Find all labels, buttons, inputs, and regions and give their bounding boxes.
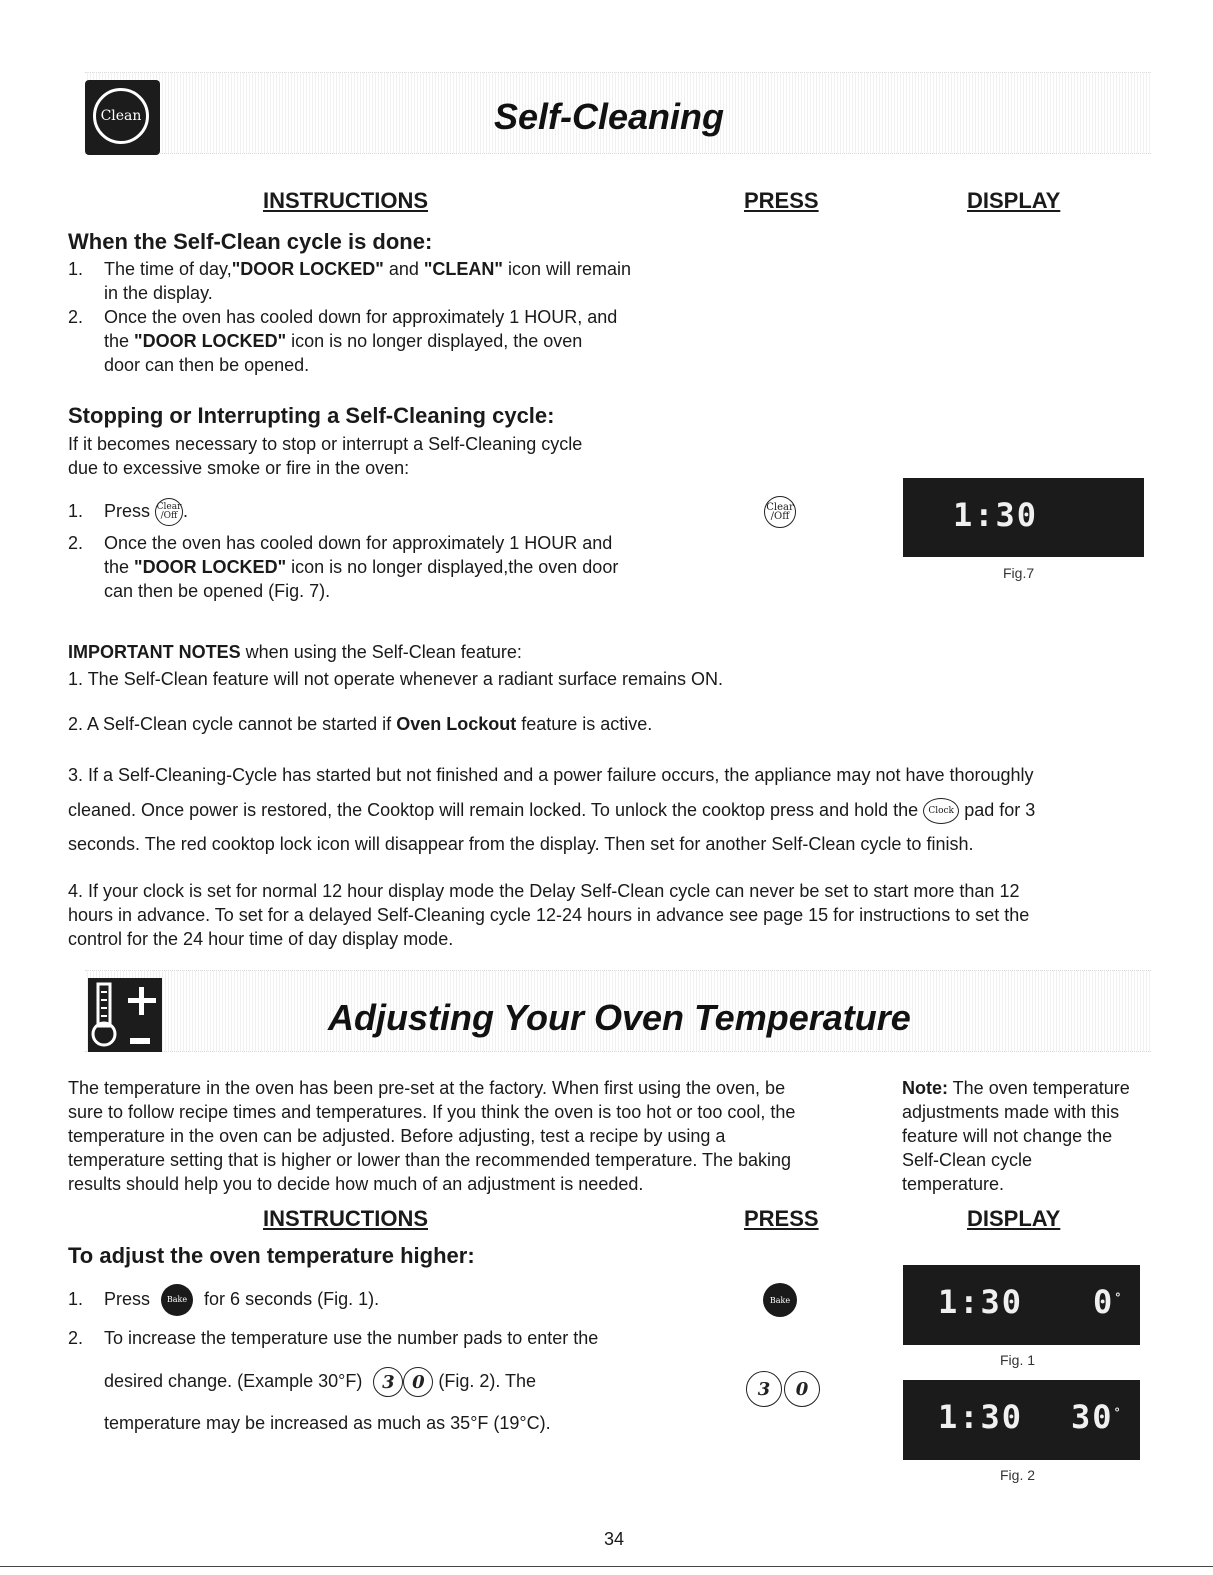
stop-step-2-cont2: can then be opened (Fig. 7). <box>104 581 331 601</box>
stop-step-2-cont: the "DOOR LOCKED" icon is no longer displayed,the oven door <box>104 557 619 577</box>
note-3-line3: seconds. The red cooktop lock icon will disappear from the display. Then set for another Self-Clean cycle to finish. <box>68 834 974 854</box>
clear-off-icon: Clear /Off <box>155 498 183 526</box>
done-step-2-cont2: door can then be opened. <box>104 355 310 375</box>
thermometer-plus-minus-icon <box>88 978 162 1052</box>
instructions-header-2: INSTRUCTIONS <box>263 1206 428 1231</box>
intro-line-1: The temperature in the oven has been pre-set at the factory. When first using the oven, be <box>68 1078 786 1098</box>
note-line-1: Note: The oven temperature <box>902 1078 1130 1098</box>
press-header-2: PRESS <box>744 1206 819 1231</box>
adjust-step-2-cont2: temperature may be increased as much as 35°F (19°C). <box>104 1413 551 1433</box>
clear-off-key[interactable]: Clear /Off <box>764 496 796 528</box>
key-3-icon: 3 <box>373 1367 403 1397</box>
fig2-time: 1:30 <box>938 1398 1024 1436</box>
done-heading: When the Self-Clean cycle is done: <box>68 229 433 254</box>
intro-line-4: temperature setting that is higher or lower than the recommended temperature. The baking <box>68 1150 792 1170</box>
self-cleaning-title: Self-Cleaning <box>494 96 725 137</box>
note-1: 1. The Self-Clean feature will not operate whenever a radiant surface remains ON. <box>68 669 724 689</box>
fig2-display <box>903 1380 1140 1460</box>
key-0-icon: 0 <box>403 1367 433 1397</box>
note-2: 2. A Self-Clean cycle cannot be started if Oven Lockout feature is active. <box>68 714 653 734</box>
adjust-step-1: 1. Press Bake for 6 seconds (Fig. 1). <box>68 1284 379 1316</box>
clean-icon-label: Clean <box>100 108 142 124</box>
fig1-display <box>903 1265 1140 1345</box>
done-step-2: 2. Once the oven has cooled down for approximately 1 HOUR, and <box>68 307 618 327</box>
note-line-2: adjustments made with this <box>902 1102 1120 1122</box>
page-number: 34 <box>604 1529 625 1549</box>
oven-temp-title: Adjusting Your Oven Temperature <box>328 997 911 1038</box>
bake-icon: Bake <box>161 1284 193 1316</box>
fig2-caption: Fig. 2 <box>1000 1467 1036 1483</box>
fig7-time: 1:30 <box>953 496 1039 534</box>
stop-step-2: 2. Once the oven has cooled down for approximately 1 HOUR and <box>68 533 613 553</box>
key-0-button[interactable]: 0 <box>784 1371 820 1407</box>
fig7-display <box>903 478 1144 557</box>
note-line-4: Self-Clean cycle <box>902 1150 1033 1170</box>
fig1-temp: 0° <box>1093 1283 1124 1321</box>
adjust-heading: To adjust the oven temperature higher: <box>68 1243 475 1268</box>
fig1-time: 1:30 <box>938 1283 1024 1321</box>
bottom-rule <box>0 1566 1213 1567</box>
intro-line-3: temperature in the oven can be adjusted. Before adjusting, test a recipe by using a <box>68 1126 726 1146</box>
intro-line-5: results should help you to decide how much of an adjustment is needed. <box>68 1174 644 1194</box>
display-header-2: DISPLAY <box>967 1206 1061 1231</box>
stop-step-1: 1. Press Clear /Off . <box>68 498 188 526</box>
note-3-line1: 3. If a Self-Cleaning-Cycle has started but not finished and a power failure occurs, the appliance may not have thoroughly <box>68 765 1034 785</box>
note-line-5: temperature. <box>902 1174 1005 1194</box>
stop-intro-2: due to excessive smoke or fire in the oven: <box>68 458 410 478</box>
done-step-2-cont: the "DOOR LOCKED" icon is no longer displayed, the oven <box>104 331 583 351</box>
note-4-line3: control for the 24 hour time of day display mode. <box>68 929 454 949</box>
key-3-button[interactable]: 3 <box>746 1371 782 1407</box>
adjust-step-2: 2. To increase the temperature use the number pads to enter the <box>68 1328 599 1348</box>
clock-icon: Clock <box>923 798 959 824</box>
note-4-line2: hours in advance. To set for a delayed Self-Cleaning cycle 12-24 hours in advance see page 15 for instructions to set the <box>68 905 1030 925</box>
note-4-line1: 4. If your clock is set for normal 12 hour display mode the Delay Self-Clean cycle can never be set to start more than 12 <box>68 881 1020 901</box>
press-header: PRESS <box>744 188 819 213</box>
adjust-step-2-cont: desired change. (Example 30°F) 3 0 (Fig. 2). The <box>104 1367 536 1397</box>
fig7-caption: Fig.7 <box>1003 565 1035 581</box>
thermometer-icon <box>88 978 162 1052</box>
note-line-3: feature will not change the <box>902 1126 1113 1146</box>
fig1-caption: Fig. 1 <box>1000 1352 1036 1368</box>
important-notes-heading: IMPORTANT NOTES when using the Self-Clean feature: <box>68 642 522 662</box>
intro-line-2: sure to follow recipe times and temperatures. If you think the oven is too hot or too cool, the <box>68 1102 796 1122</box>
done-step-1-cont: in the display. <box>104 283 213 303</box>
done-step-1: 1. The time of day,"DOOR LOCKED" and "CLEAN" icon will remain <box>68 259 631 279</box>
clean-icon <box>85 80 160 155</box>
fig2-temp: 30° <box>1071 1398 1123 1436</box>
stop-heading: Stopping or Interrupting a Self-Cleaning cycle: <box>68 403 555 428</box>
bake-key[interactable]: Bake <box>763 1283 797 1317</box>
note-3-line2: cleaned. Once power is restored, the Cooktop will remain locked. To unlock the cooktop press and hold the Clock pad for 3 <box>68 798 1035 824</box>
display-header: DISPLAY <box>967 188 1061 213</box>
stop-intro-1: If it becomes necessary to stop or interrupt a Self-Cleaning cycle <box>68 434 583 454</box>
instructions-header: INSTRUCTIONS <box>263 188 428 213</box>
